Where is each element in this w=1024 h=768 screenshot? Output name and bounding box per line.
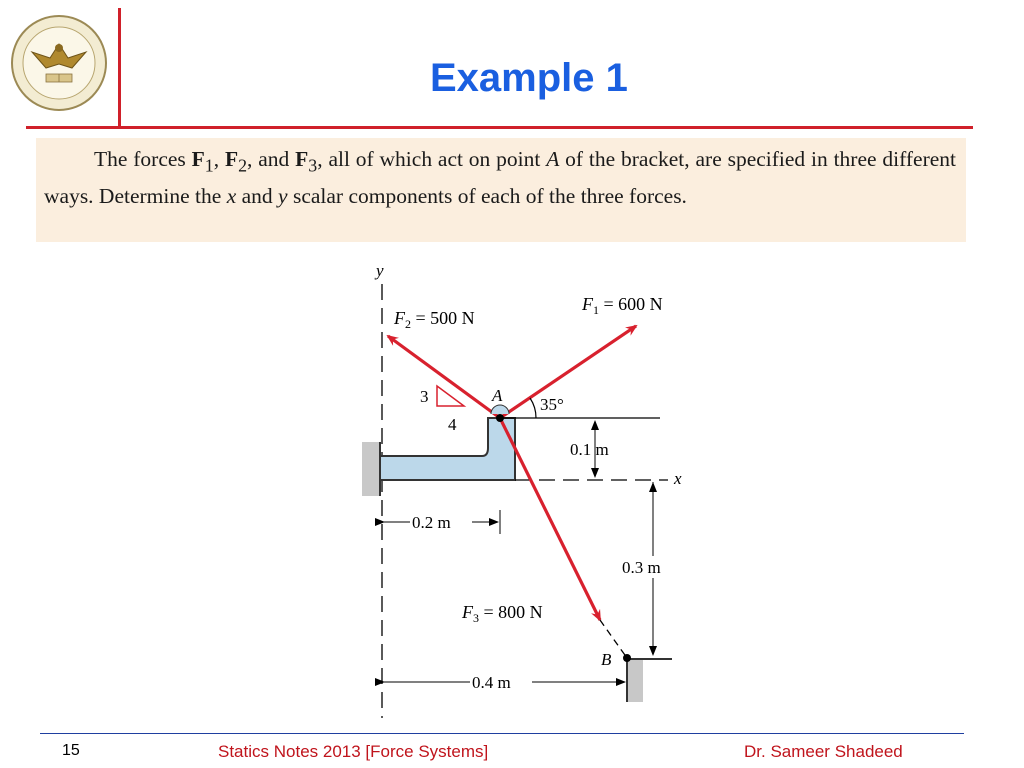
x-axis-label: x [674,469,682,488]
header-horizontal-rule [26,126,973,129]
slide-title: Example 1 [430,56,628,100]
problem-statement: The forces $F_1$, $F_2$, and $F_3$, all of which act on point A of the bracket, are specified in three different ways. Determine the x and y scalar components of each of the three forces. [36,138,966,242]
page-number: 15 [62,742,80,759]
b-support [627,660,643,702]
footer-rule [40,733,964,734]
bracket-diagram [350,258,690,720]
footer-author: Dr. Sameer Shadeed [744,742,903,761]
point-a [496,414,504,422]
footer-course: Statics Notes 2013 [Force Systems] [218,742,489,761]
dim-02-label: 0.2 m [412,513,451,532]
dim-03-label: 0.3 m [622,558,661,577]
f2-label: $F_2 = 500$ N [394,308,475,331]
f1-arrow [500,326,636,418]
point-b [623,654,631,662]
slope-run: 4 [448,415,457,434]
y-axis-label: y [376,261,384,280]
header-vertical-rule [118,8,121,128]
point-b-label: B [601,650,612,669]
point-a-label: A [492,386,503,405]
f1-label: $F_1 = 600$ N [582,294,663,317]
left-wall [362,442,380,496]
dim-01-label: 0.1 m [570,440,609,459]
university-logo [10,14,108,112]
dim-04-label: 0.4 m [472,673,511,692]
f3-label: $F_3 = 800$ N [462,602,543,625]
angle-label: 35° [540,395,564,414]
slope-rise: 3 [420,387,429,406]
